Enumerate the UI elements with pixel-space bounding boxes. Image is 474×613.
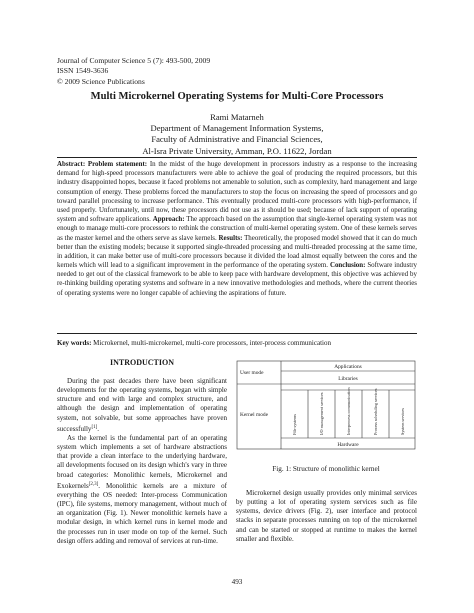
keywords (57, 339, 417, 347)
microkernel-paragraph: Microkernel design usually provides only minimal services by putting a lot of operating system services such as file systems, device drivers (Fig. 2), user interface and protocol stacks in separate processes running on top of the microkernel and can be started or stopped at runtime to makes the kernel smaller and flexible. (236, 489, 417, 543)
citation-2: [2,3] (88, 481, 99, 487)
user-mode-label: User mode (240, 370, 264, 376)
abstract-problem: In the midst of the huge development in processors industry as a response to the increasing demand for high-speed processors manufacturers were able to achieve the goal of producing the required processors, but this industry disappointed hopes, because it faced problems not amenable to solution, such as complexity, hard management and large consumption of energy. These problems forced the manufacturers to stop the focus on increasing the speed of processors and go toward parallel processing to increase performance. This eventually produced multi-core processors with high-performance, if used properly. Unfortunately, until now, these processors did not use as it should be used; because of lack support of operating system and software applications. (57, 160, 417, 224)
journal-citation: Journal of Computer Science 5 (7): 493-500, 2009 (57, 56, 211, 65)
figure-caption: Fig. 1: Structure of monolithic kernel (272, 465, 380, 473)
left-column (57, 377, 227, 546)
abstract-results: Theoretically, the proposed model showed that it can do much better than the existing models; because it supported single-threaded processing and multi-threaded processing at the same time, in addition, it can make better use of multi-core processors because it divided the load almost equally between the cores and the kernels which will lead to a significant improvement in the performance of the operating system. (57, 233, 418, 270)
keywords-label: Key words: (57, 339, 92, 347)
author-name: Rami Matarneh (210, 112, 264, 122)
ipc-label: Interprocess communication (346, 387, 351, 435)
approach-label: Approach: (152, 215, 185, 224)
journal-header (57, 56, 210, 87)
paper-title: Multi Microkernel Operating Systems for Multi-Core Processors (90, 91, 384, 102)
author-faculty: Faculty of Administrative and Financial Sciences, (151, 134, 323, 145)
abstract (57, 160, 417, 298)
abstract-top-rule (57, 157, 417, 158)
citation-1: [1] (91, 424, 98, 430)
journal-issn: ISSN 1549-3636 (57, 66, 109, 76)
figure-monolithic-kernel (236, 360, 416, 454)
intro-paragraph-2: As the kernel is the fundamental part of an operating system which implements a set of hardware abstractions that provide a clean interface to the underlying hardware, all developments focused on its design which's vary in three broad categories: Monolithic kernels, Microkernel and Exokernels[2,3]. Monolithic kernels are a mixture of everything the OS needed: Inter-process Communication (IPC), file systems, memory management, without much of an organization (Fig. 1). Newer monolithic kernels have a modular design, in which kernel runs in kernel mode and the processes run in user mode on top of the kernel. Such design offers adding and removal of services at run-time. (57, 433, 227, 545)
system-services-label: System services (400, 408, 405, 435)
libraries-label: Libraries (338, 376, 358, 382)
results-label: Results: (218, 233, 243, 242)
abstract-conclusion: Software industry needed to get out of the classical framework to be able to keep pace with hardware development, this objective was achieved by re-thinking building operating systems and software in a new innovative methodologies and methods, where the current theories of operating systems were no longer capable of achieving the aspirations of future. (57, 261, 418, 297)
author-block (0, 112, 474, 157)
kernel-mode-label: Kernel mode (240, 412, 268, 418)
process-scheduling-label: Process scheduling services (373, 388, 378, 435)
journal-copyright: © 2009 Science Publications (57, 76, 145, 86)
author-department: Department of Management Information Systems, (150, 123, 324, 134)
right-column (236, 489, 417, 544)
io-management-label: I/O management services (319, 392, 324, 435)
abstract-text (57, 160, 417, 298)
author-address: Al-Isra Private University, Amman, P.O. 11622, Jordan (142, 145, 332, 156)
abstract-label: Abstract: Problem statement: (57, 160, 148, 168)
abstract-bottom-rule (57, 333, 417, 334)
applications-label: Applications (334, 364, 362, 370)
conclusion-label: Conclusion: (329, 261, 366, 270)
hardware-label: Hardware (337, 442, 359, 448)
file-systems-label: File systems (292, 414, 297, 435)
introduction-heading: INTRODUCTION (109, 358, 174, 367)
abstract-approach: The approach based on the assumption that single-kernel operating system was not enough to manage multi-core processors to rethink the construction of multi-kernel operating system. One of these kernels serves as the master kernel and the others serve as slave kernels. (57, 215, 418, 242)
intro-paragraph-1: During the past decades there have been significant developments for the operating systems, began with simple structure and end with large and complex structure, and although the design and implementation of operating system, not solvable, but some approaches have proven successfully[1]. (57, 377, 227, 433)
page-number: 493 (231, 578, 243, 586)
keywords-text: Microkernel, multi-microkernel, multi-core processors, inter-process communication (91, 339, 331, 347)
